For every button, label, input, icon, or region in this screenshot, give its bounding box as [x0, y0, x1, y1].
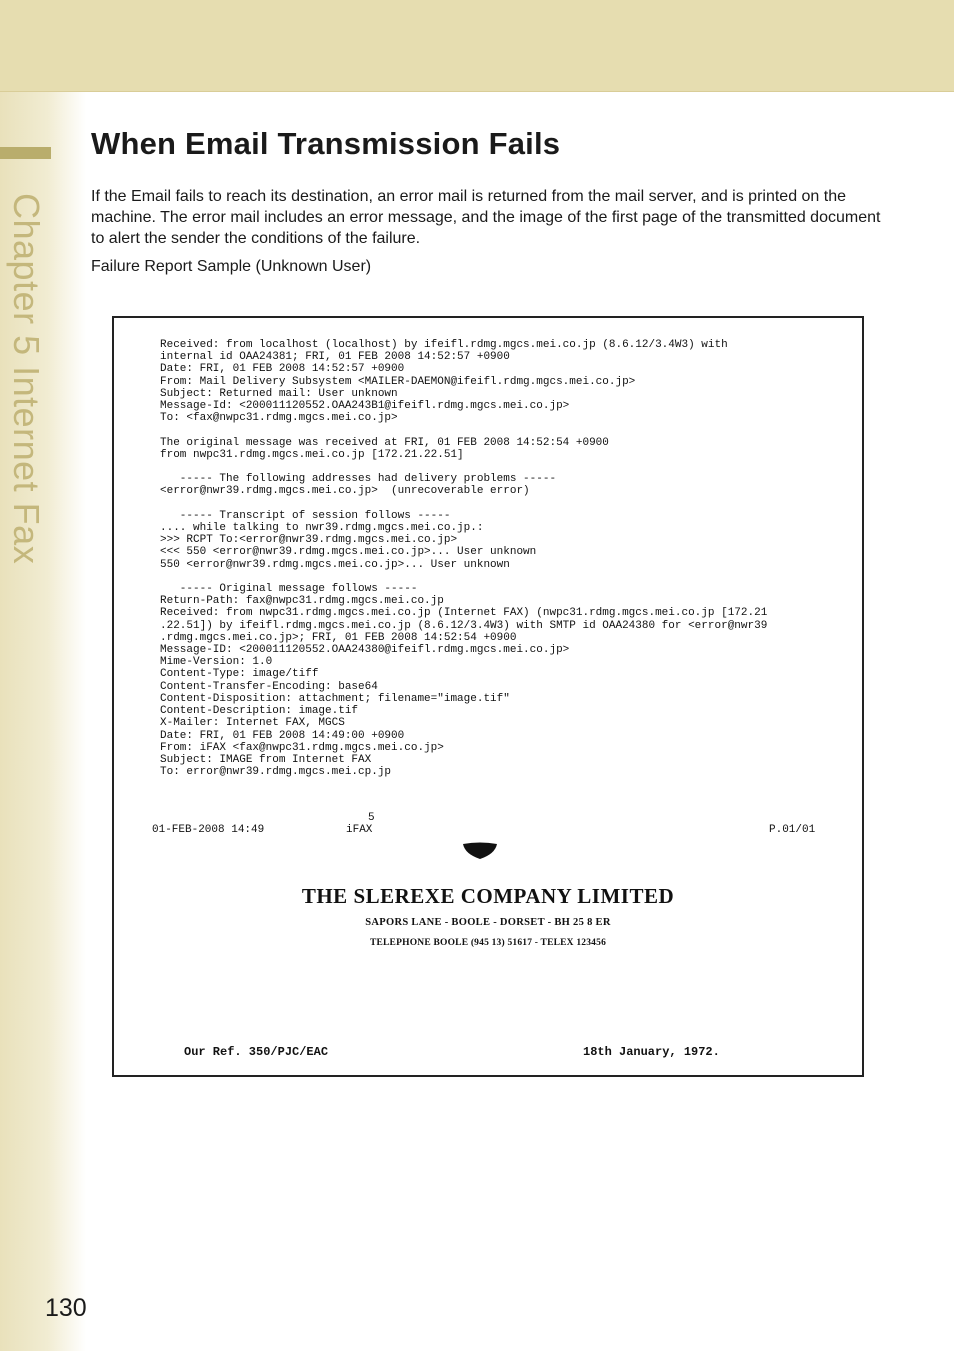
chapter-marker	[0, 147, 51, 159]
fax-sender: iFAX	[346, 824, 373, 836]
chapter-label: Chapter 5 Internet Fax	[6, 193, 47, 565]
company-phone: TELEPHONE BOOLE (945 13) 51617 - TELEX 123456	[369, 938, 607, 948]
figure-caption: Failure Report Sample (Unknown User)	[91, 258, 372, 275]
fax-page-count: P.01/01	[769, 824, 816, 836]
company-name: THE SLEREXE COMPANY LIMITED	[301, 884, 675, 908]
top-band	[0, 0, 954, 92]
fax-page-marker: 5	[368, 812, 375, 824]
intro-paragraph: If the Email fails to reach its destination, an error mail is returned from the mail server, and is printed on the machine. The error mail includes an error message, and the image of the first page of the transmitted document to alert the sender the conditions of the failure.	[91, 188, 881, 247]
page-number: 130	[45, 1294, 87, 1322]
fax-datetime: 01-FEB-2008 14:49	[152, 824, 265, 836]
company-address: SAPORS LANE - BOOLE - DORSET - BH 25 8 ER	[365, 917, 611, 928]
letter-date: 18th January, 1972.	[583, 1045, 720, 1059]
mail-header-text: Received: from localhost (localhost) by ifeifl.rdmg.mgcs.mei.co.jp (8.6.12/3.4W3) with internal id OAA24381; FRI, 01 FEB 2008 14:52:57 +0900 Date: FRI, 01 FEB 2008 14:52:57 +0900 From: Mail Delivery Subsystem <MAILER-DAEMON@ifeifl.rdmg.mgcs.mei.co.jp> Subject: Returned mail: User unknown Message-Id: <200011120552.OAA243B1@ifeifl.rdmg.mgcs.mei.co.jp> To: <fax@nwpc31.rdmg.mgcs.mei.co.jp> The original message was received at FRI, 01 FEB 2008 14:52:54 +0900 from nwpc31.rdmg.mgcs.mei.co.jp [172.21.22.51] ----- The following addresses had delivery problems ----- <error@nwr39.rdmg.mgcs.mei.co.jp> (unrecoverable error) ----- Transcript of session follows ----- .... while talking to nwr39.rdmg.mgcs.mei.co.jp.: >>> RCPT To:<error@nwr39.rdmg.mgcs.mei.co.jp> <<< 550 <error@nwr39.rdmg.mgcs.mei.co.jp>... User unknown 550 <error@nwr39.rdmg.mgcs.mei.co.jp>... User unknown ----- Original message follows ----- Return-Path: fax@nwpc31.rdmg.mgcs.mei.co.jp Received: from nwpc31.rdmg.mgcs.mei.co.jp (Internet FAX) (nwpc31.rdmg.mgcs.mei.co.jp [172.21 .22.51]) by ifeifl.rdmg.mgcs.mei.co.jp (8.6.12/3.4W3) with SMTP id OAA24380 for <error@nwr39 .rdmg.mgcs.mei.co.jp>; FRI, 01 FEB 2008 14:52:54 +0900 Message-ID: <200011120552.OAA24380@ifeifl.rdmg.mgcs.mei.co.jp> Mime-Version: 1.0 Content-Type: image/tiff Content-Transfer-Encoding: base64 Content-Disposition: attachment; filename="image.tif" Content-Description: image.tif X-Mailer: Internet FAX, MGCS Date: FRI, 01 FEB 2008 14:49:00 +0900 From: iFAX <fax@nwpc31.rdmg.mgcs.mei.co.jp> Subject: IMAGE from Internet FAX To: error@nwr39.rdmg.mgcs.mei.cp.jp	[160, 339, 768, 779]
our-reference: Our Ref. 350/PJC/EAC	[184, 1045, 329, 1059]
company-logo-icon	[462, 842, 498, 860]
page-title: When Email Transmission Fails	[91, 126, 561, 161]
failure-report-sample	[112, 316, 864, 1077]
